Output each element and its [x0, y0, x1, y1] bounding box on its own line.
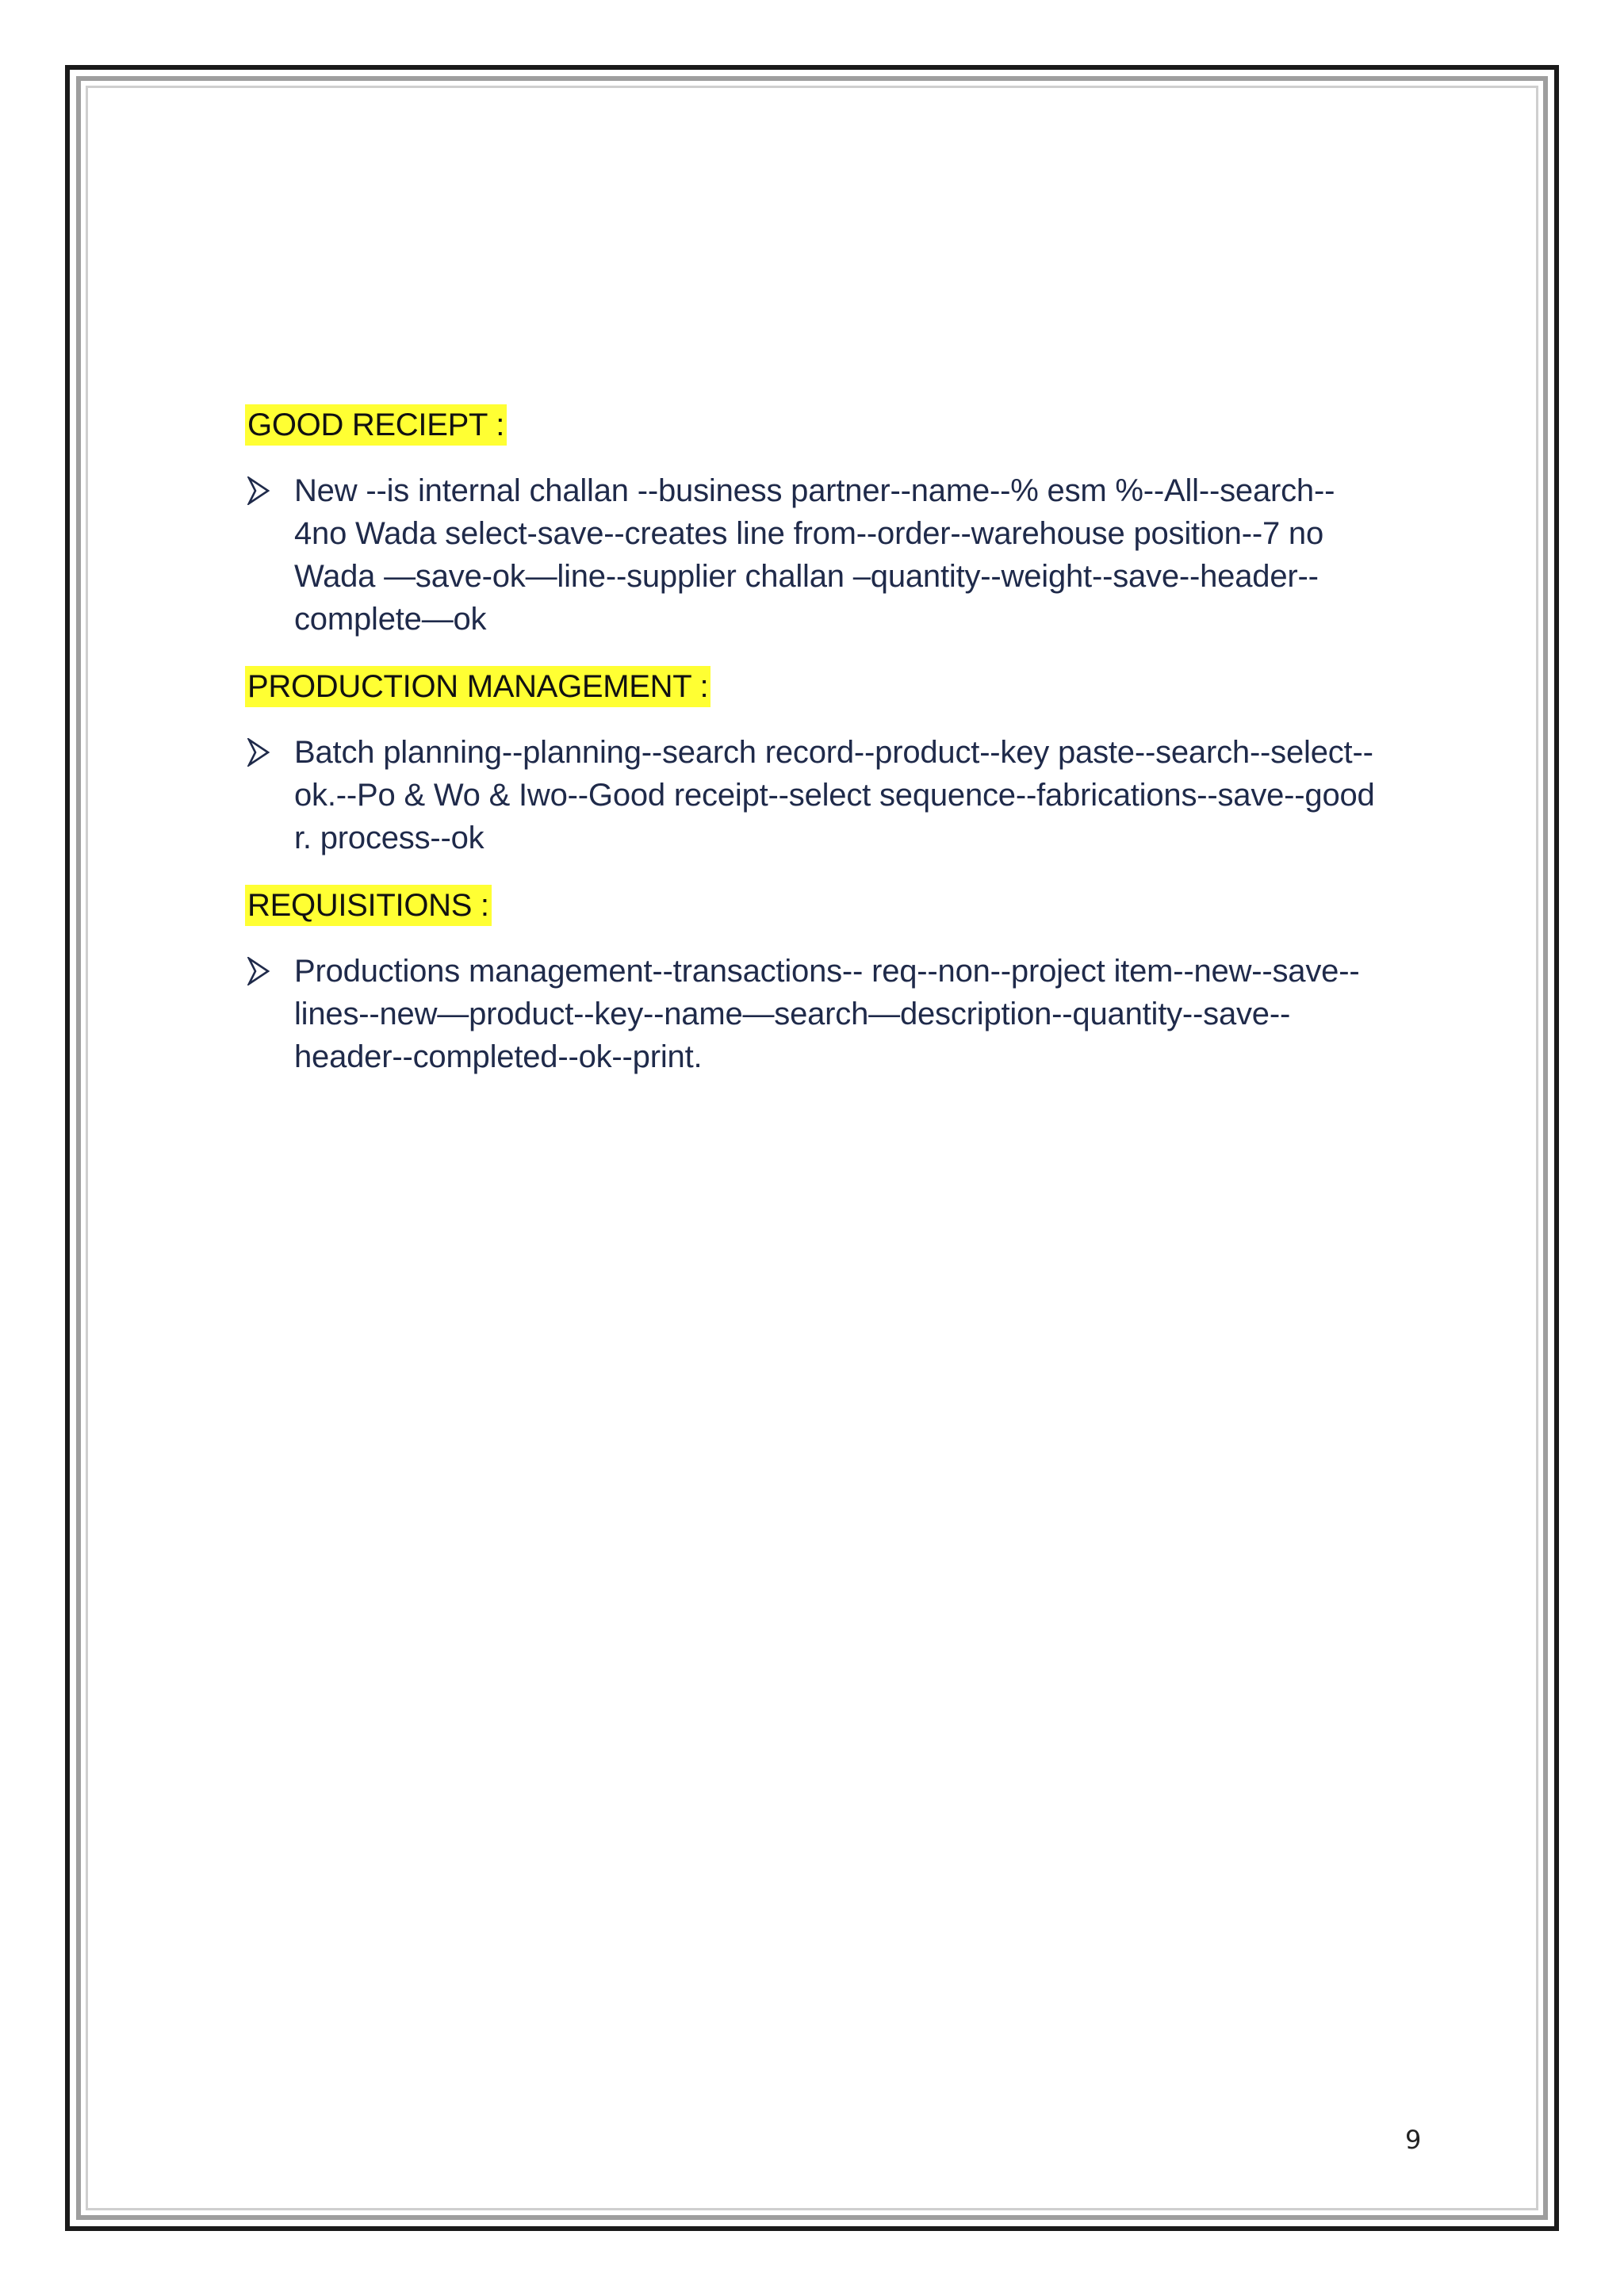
section-requisitions — [245, 885, 1434, 1078]
list-item-line: ok.--Po & Wo & Iwo--Good receipt--select sequence--fabrications--save--good — [294, 778, 1375, 813]
list-item-line: complete—ok — [294, 602, 487, 637]
list-item-line: r. process--ok — [294, 821, 485, 855]
page-number: 9 — [1405, 2125, 1422, 2155]
list-item-line: Wada —save-ok—line--supplier challan –quantity--weight--save--header-- — [294, 559, 1319, 594]
arrow-bullet-icon — [247, 738, 270, 767]
list-item — [245, 950, 1434, 1078]
list-item-line: lines--new—product--key--name—search—description--quantity--save-- — [294, 997, 1291, 1031]
section-heading: REQUISITIONS : — [245, 885, 492, 926]
list-item-line: Productions management--transactions-- req--non--project item--new--save-- — [294, 954, 1360, 989]
list-item-line: header--completed--ok--print. — [294, 1039, 703, 1074]
list-item-line: Batch planning--planning--search record--product--key paste--search--select-- — [294, 735, 1373, 770]
section-good-receipt — [245, 404, 1434, 641]
section-production-management — [245, 666, 1434, 859]
list-item — [245, 731, 1434, 859]
section-heading: PRODUCTION MANAGEMENT : — [245, 666, 710, 707]
arrow-bullet-icon — [247, 476, 270, 505]
list-item-line: New --is internal challan --business partner--name--% esm %--All--search-- — [294, 473, 1335, 508]
list-item-line: 4no Wada select-save--creates line from--order--warehouse position--7 no — [294, 516, 1324, 551]
page-border-inner — [76, 76, 1548, 2220]
section-heading: GOOD RECIEPT : — [245, 404, 507, 446]
document-content — [245, 404, 1434, 1104]
arrow-bullet-icon — [247, 957, 270, 985]
list-item — [245, 469, 1434, 641]
page-border — [65, 65, 1559, 2231]
